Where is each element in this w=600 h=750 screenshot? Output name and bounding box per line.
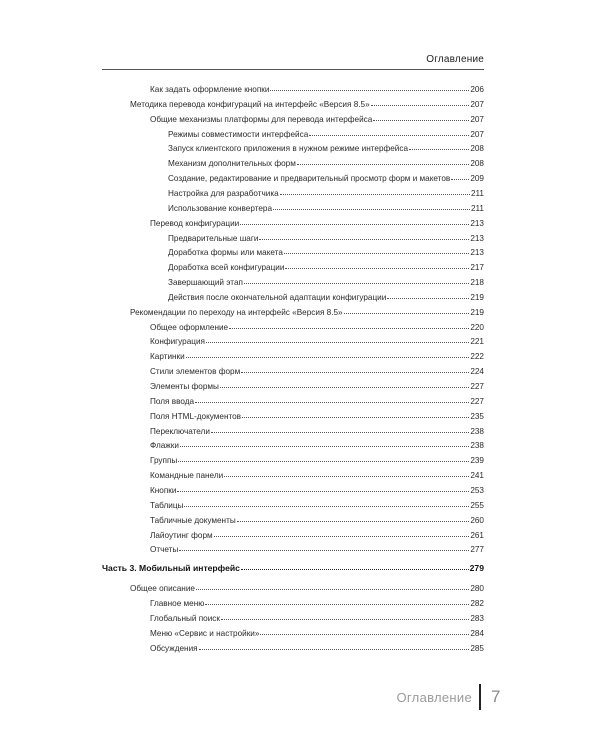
- toc-entry-title: Группы: [150, 456, 178, 466]
- toc-entry: [130, 99, 484, 110]
- toc-entry-page: 207: [470, 114, 484, 124]
- toc-entry-page: 282: [470, 599, 484, 609]
- toc-leader-dots: [387, 291, 469, 299]
- toc-entry-page: 206: [470, 85, 484, 94]
- toc-leader-dots: [273, 202, 470, 210]
- toc-entry-page: 208: [470, 144, 484, 154]
- footer-divider: [479, 684, 481, 710]
- toc-leader-dots: [214, 529, 470, 537]
- toc-entry-title: Командные панели: [150, 471, 224, 481]
- toc-entry-title: Перевод конфигурации: [150, 218, 240, 228]
- toc-entry: [168, 247, 484, 258]
- toc-entry-title: Запуск клиентского приложения в нужном режиме интерфейса: [168, 144, 409, 154]
- toc-entry-title: Доработка всей конфигурации: [168, 263, 285, 273]
- toc-entry: [168, 233, 484, 244]
- toc-entry: [150, 613, 484, 624]
- toc-entry-title: Как задать оформление кнопки: [150, 85, 270, 94]
- toc-entry-page: 227: [470, 382, 484, 391]
- running-head: Оглавление: [426, 54, 484, 65]
- toc-entry-page: 219: [470, 292, 484, 302]
- toc-leader-dots: [284, 246, 469, 254]
- toc-leader-dots: [244, 276, 469, 284]
- toc-entry: [150, 544, 484, 555]
- toc-entry: [150, 515, 484, 526]
- toc-entry: [168, 158, 484, 169]
- toc-entry-page: 261: [470, 530, 484, 540]
- toc-entry-title: Общее оформление: [150, 322, 229, 332]
- toc-entry-page: 220: [470, 322, 484, 332]
- toc-entry: [150, 530, 484, 541]
- toc-entry: [150, 396, 484, 407]
- toc-entry-page: 285: [470, 643, 484, 653]
- toc-entry-title: Отчеты: [150, 545, 179, 555]
- toc-entry-page: 207: [470, 129, 484, 139]
- toc-leader-dots: [184, 499, 469, 507]
- toc-leader-dots: [179, 543, 469, 551]
- toc-entry-title: Таблицы: [150, 500, 184, 510]
- toc-entry: [168, 129, 484, 140]
- toc-entry-page: 217: [470, 263, 484, 273]
- toc-entry-title: Глобальный поиск: [150, 613, 220, 623]
- toc-entry-title: Использование конвертера: [168, 203, 273, 213]
- page-number: 7: [491, 687, 501, 706]
- toc-entry: [150, 351, 484, 362]
- toc-leader-dots: [260, 627, 469, 635]
- toc-entry-page: 221: [470, 337, 484, 347]
- toc-entry: [150, 336, 484, 347]
- toc-entry: [150, 440, 484, 451]
- toc-entry-page: 218: [470, 278, 484, 288]
- toc-entry-title: Кнопки: [150, 485, 177, 495]
- toc-entry: [150, 218, 484, 229]
- toc-leader-dots: [237, 514, 470, 522]
- toc-entry-title: Рекомендации по переходу на интерфейс «Версия 8.5»: [130, 307, 343, 317]
- toc-entry-title: Переключатели: [150, 426, 210, 436]
- toc-entry-page: 222: [470, 352, 484, 362]
- toc-entry-page: 213: [470, 248, 484, 258]
- toc-entry-page: 284: [470, 628, 484, 638]
- toc-leader-dots: [206, 335, 469, 343]
- toc-entry: [150, 381, 484, 392]
- toc-entry-title: Создание, редактирование и предварительный просмотр форм и макетов: [168, 174, 451, 184]
- toc-entry-title: Картинки: [150, 352, 185, 362]
- toc-entry-title: Часть 3. Мобильный интерфейс: [102, 563, 240, 574]
- toc-entry: [150, 598, 484, 609]
- toc-leader-dots: [195, 395, 469, 403]
- toc-entry: [150, 470, 484, 481]
- toc-entry-page: 219: [470, 307, 484, 317]
- toc-leader-dots: [344, 306, 470, 314]
- toc-entry-page: 253: [470, 485, 484, 495]
- toc-leader-dots: [221, 612, 469, 620]
- toc-leader-dots: [373, 113, 469, 121]
- toc-leader-dots: [297, 157, 469, 165]
- footer-section-label: Оглавление: [396, 690, 472, 705]
- toc-entry-title: Общее описание: [130, 584, 195, 594]
- toc-entry-title: Режимы совместимости интерфейса: [168, 129, 309, 139]
- toc-part-heading: [102, 563, 484, 573]
- toc-entry-page: 213: [470, 218, 484, 228]
- toc-entry-title: Меню «Сервис и настройки»: [150, 628, 260, 638]
- toc-entry-page: 227: [470, 396, 484, 406]
- toc-entry: [150, 500, 484, 511]
- toc-entry: [150, 485, 484, 496]
- toc-entry: [168, 188, 484, 199]
- toc-leader-dots: [285, 261, 469, 269]
- toc-entry-page: 277: [470, 545, 484, 555]
- toc-leader-dots: [280, 187, 470, 195]
- toc-entry-title: Доработка формы или макета: [168, 248, 283, 258]
- toc-entry-title: Завершающий этап: [168, 278, 243, 288]
- toc-entry-title: Методика перевода конфигураций на интерфейс «Версия 8.5»: [130, 99, 370, 109]
- toc-entry: [150, 643, 484, 654]
- toc-leader-dots: [220, 380, 469, 388]
- toc-leader-dots: [229, 321, 469, 329]
- toc-entry-page: 280: [470, 584, 484, 594]
- toc-entry-page: 211: [470, 203, 484, 213]
- toc-leader-dots: [224, 469, 469, 477]
- toc-entry: [150, 84, 484, 95]
- toc-entry: [168, 262, 484, 273]
- toc-entry-page: 235: [470, 411, 484, 421]
- toc-entry: [130, 583, 484, 594]
- toc-entry-page: 260: [470, 515, 484, 525]
- toc-entry-title: Поля ввода: [150, 396, 195, 406]
- toc-leader-dots: [211, 425, 469, 433]
- toc-entry: [168, 292, 484, 303]
- toc-leader-dots: [309, 128, 469, 136]
- toc-entry-page: 208: [470, 159, 484, 169]
- toc-leader-dots: [371, 98, 470, 106]
- toc-entry-title: Элементы формы: [150, 382, 219, 391]
- toc-entry-title: Механизм дополнительных форм: [168, 159, 296, 169]
- toc-leader-dots: [205, 597, 469, 605]
- toc-entry-title: Действия после окончательной адаптации конфигурации: [168, 292, 387, 302]
- toc-entry-title: Главное меню: [150, 599, 205, 609]
- toc-leader-dots: [241, 365, 469, 373]
- toc-entry-page: 238: [470, 426, 484, 436]
- header-rule: [102, 69, 484, 70]
- toc-entry-page: 238: [470, 441, 484, 451]
- toc-entry-title: Стили элементов форм: [150, 367, 241, 377]
- toc-entry-page: 207: [470, 99, 484, 109]
- toc-leader-dots: [177, 484, 469, 492]
- toc-entry-page: 209: [470, 174, 484, 184]
- toc-entry: [150, 628, 484, 639]
- toc-entry: [130, 307, 484, 318]
- toc-entry-page: 255: [470, 500, 484, 510]
- toc-entry-page: 279: [469, 563, 484, 574]
- toc-entry-page: 224: [470, 367, 484, 377]
- toc-entry-title: Лайоутинг форм: [150, 530, 213, 540]
- toc-leader-dots: [199, 642, 470, 650]
- toc-leader-dots: [196, 582, 469, 590]
- toc-leader-dots: [240, 217, 469, 225]
- toc-leader-dots: [451, 172, 469, 180]
- toc-entry: [150, 411, 484, 422]
- toc-entry-title: Поля HTML-документов: [150, 411, 242, 421]
- toc-entry: [150, 455, 484, 466]
- toc-leader-dots: [242, 410, 469, 418]
- toc-leader-dots: [270, 83, 469, 91]
- toc-leader-dots: [409, 142, 469, 150]
- toc-entry: [150, 322, 484, 333]
- toc-entry-title: Общие механизмы платформы для перевода интерфейса: [150, 114, 373, 124]
- toc-entry: [150, 426, 484, 437]
- toc-entry-page: 283: [470, 613, 484, 623]
- toc-entry-page: 211: [470, 188, 484, 198]
- toc-entry: [150, 114, 484, 125]
- toc-entry: [168, 203, 484, 214]
- toc-entry: [168, 143, 484, 154]
- toc-entry: [168, 173, 484, 184]
- toc-entry-title: Флажки: [150, 441, 179, 451]
- toc-leader-dots: [186, 350, 470, 358]
- toc-entry-title: Конфигурация: [150, 337, 205, 347]
- toc-entry-title: Настройка для разработчика: [168, 188, 279, 198]
- toc-entry-title: Предварительные шаги: [168, 233, 259, 243]
- toc-leader-dots: [180, 439, 469, 447]
- toc-entry: [168, 277, 484, 288]
- toc-entry-title: Обсуждения: [150, 643, 198, 653]
- toc-entry-page: 239: [470, 456, 484, 466]
- toc-entry-title: Табличные документы: [150, 515, 236, 525]
- toc-entry-page: 213: [470, 233, 484, 243]
- toc-entry-page: 241: [470, 471, 484, 481]
- toc-leader-dots: [241, 562, 469, 570]
- toc-entry: [150, 366, 484, 377]
- toc-leader-dots: [259, 232, 469, 240]
- toc-leader-dots: [178, 454, 469, 462]
